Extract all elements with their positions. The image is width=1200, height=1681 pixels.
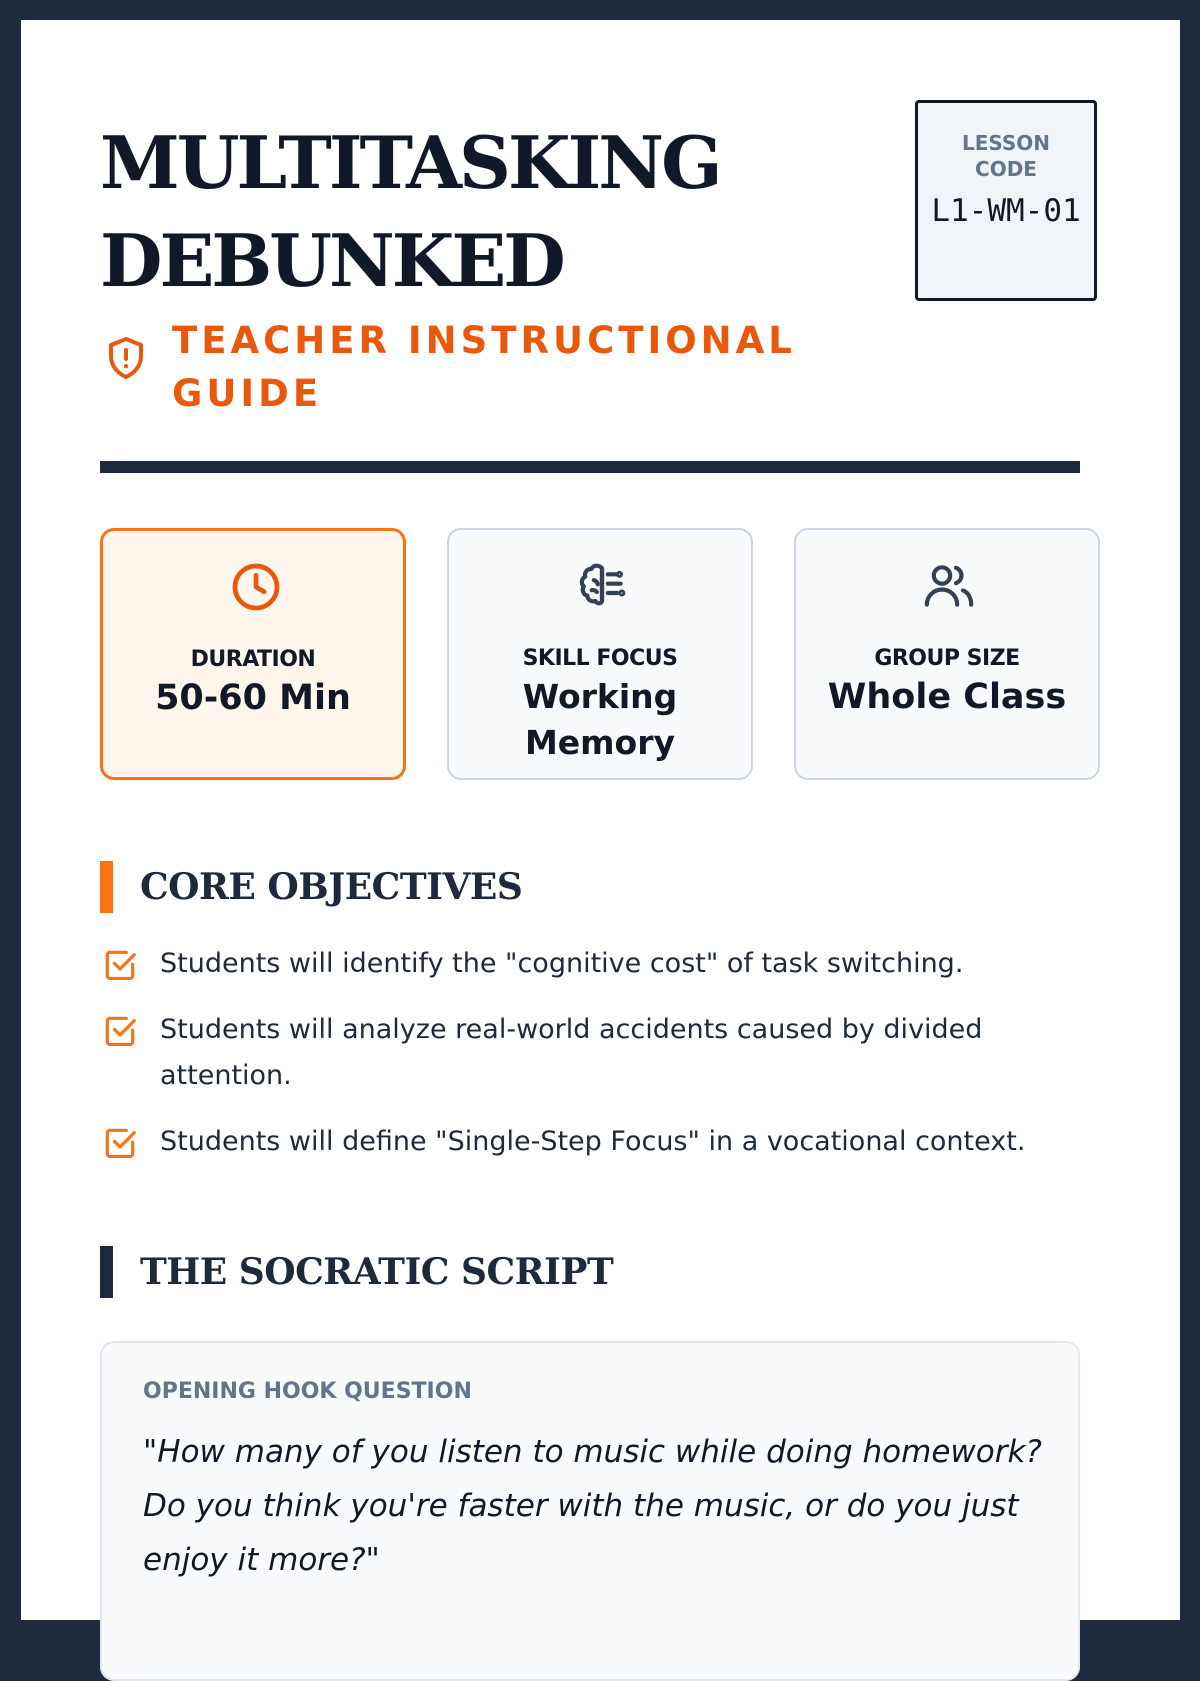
- objective-text: Students will identify the "cognitive cost" of task switching.: [160, 948, 964, 979]
- script-heading-bar: [100, 1246, 113, 1298]
- objective-text: Students will analyze real-world accidents caused by divided attention.: [160, 1014, 983, 1091]
- objectives-list: [100, 941, 1080, 1185]
- objectives-heading-text: CORE OBJECTIVES: [140, 866, 523, 908]
- users-icon: [921, 558, 977, 614]
- list-item: [100, 1007, 1080, 1099]
- script-heading-text: THE SOCRATIC SCRIPT: [140, 1251, 614, 1293]
- stat-value: 50-60 Min: [155, 678, 351, 718]
- page-title: MULTITASKING DEBUNKED: [100, 120, 720, 303]
- stat-value: Working Memory: [522, 677, 678, 762]
- header-divider: [100, 461, 1080, 473]
- objective-text: Students will define "Single-Step Focus" in a vocational context.: [160, 1126, 1026, 1157]
- stat-card-skill-focus: [447, 528, 753, 780]
- hook-label: OPENING HOOK QUESTION: [143, 1379, 472, 1404]
- lesson-code-label: LESSON CODE: [961, 131, 1051, 181]
- checkbox-checked-icon: [101, 1124, 139, 1162]
- checkbox-checked-icon: [101, 946, 139, 984]
- stat-cards: [100, 528, 1080, 780]
- shield-alert-icon: [102, 334, 150, 382]
- clock-icon: [228, 559, 284, 615]
- objectives-heading-bar: [100, 861, 113, 913]
- guide-subtitle: [100, 314, 820, 424]
- lesson-code-box: [915, 100, 1097, 301]
- stat-label: DURATION: [190, 647, 316, 672]
- opening-hook-card: [100, 1341, 1080, 1681]
- stat-value: Whole Class: [827, 677, 1067, 717]
- list-item: [100, 1119, 1080, 1165]
- stat-label: SKILL FOCUS: [522, 646, 678, 671]
- stat-label: GROUP SIZE: [874, 646, 1020, 671]
- brain-icon: [574, 558, 630, 614]
- stat-card-duration: [100, 528, 406, 780]
- stat-card-group-size: [794, 528, 1100, 780]
- lesson-code-value: L1-WM-01: [931, 193, 1081, 229]
- guide-page: [21, 20, 1180, 1620]
- subtitle-text: TEACHER INSTRUCTIONAL GUIDE: [172, 319, 796, 415]
- checkbox-checked-icon: [101, 1012, 139, 1050]
- hook-question: "How many of you listen to music while doing homework? Do you think you're faster with the music, or do you just enjoy it more?": [143, 1434, 1042, 1578]
- list-item: [100, 941, 1080, 987]
